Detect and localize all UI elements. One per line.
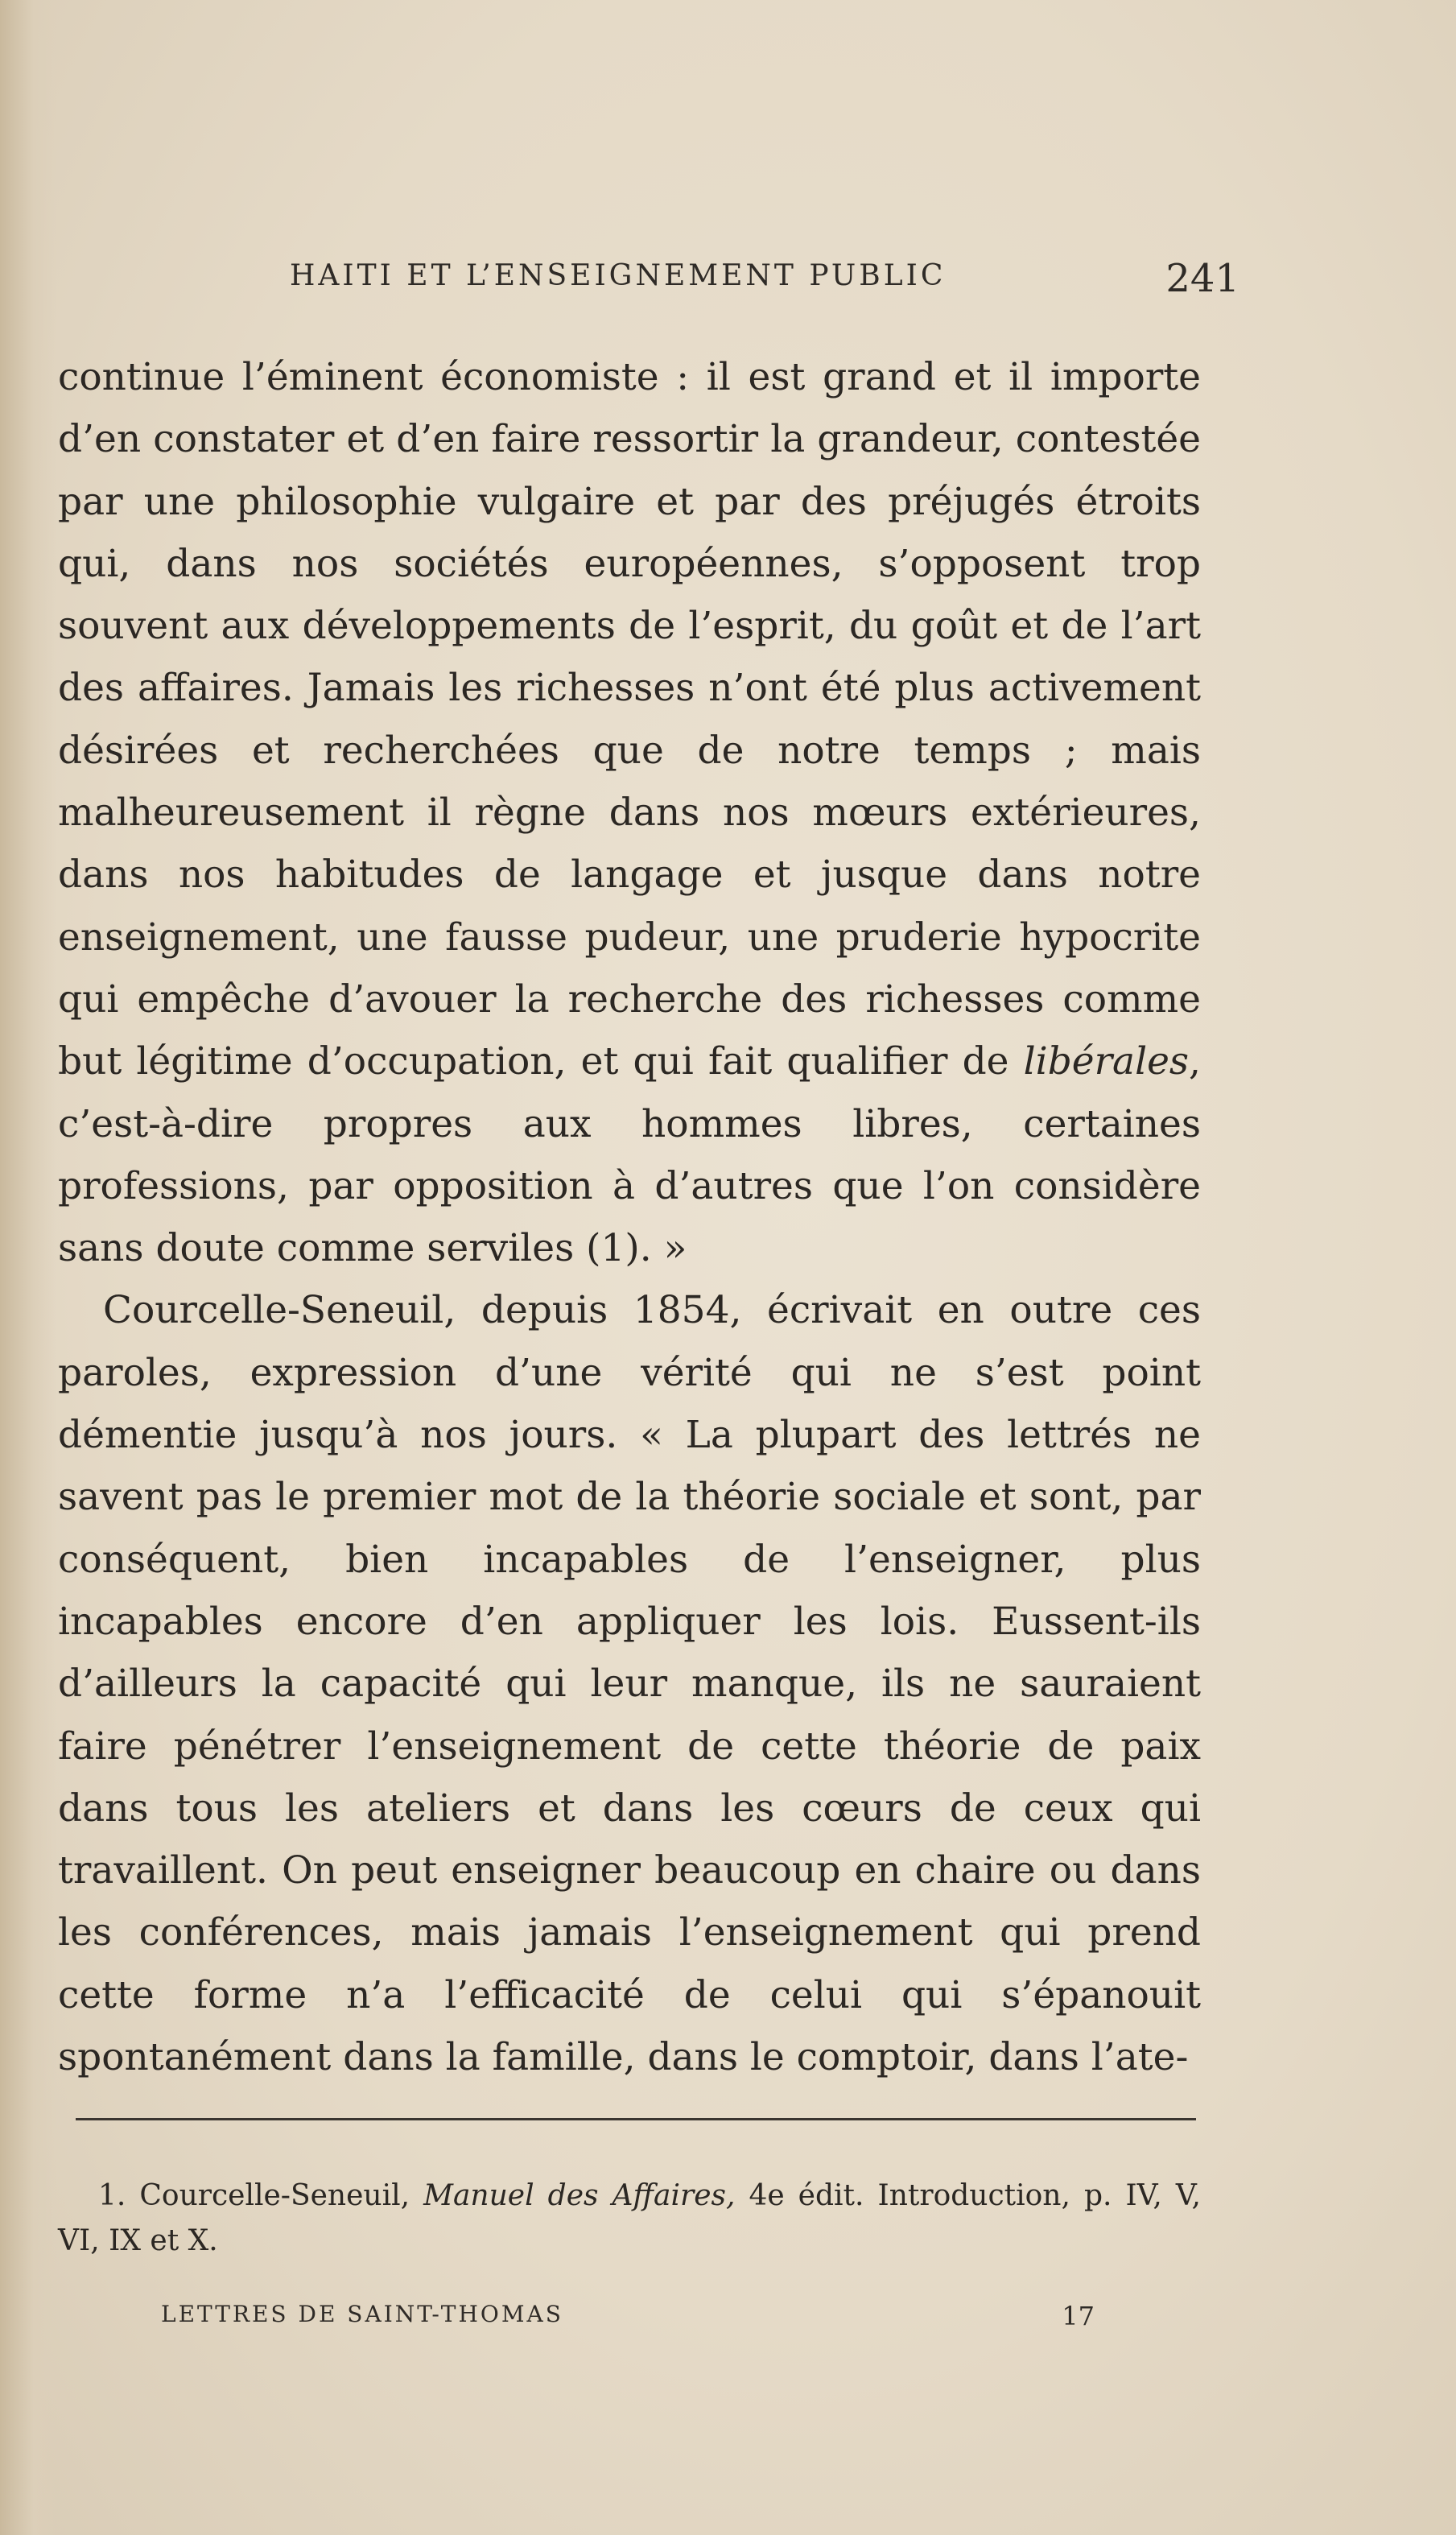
footnote-citation: Courcelle-Seneuil,	[126, 2179, 424, 2212]
paragraph-text: continue l’éminent économiste : il est grand et il importe d’en constater et d’en faire ressortir la grandeur, contestée par une philosophie vulgaire et par des préjugés étroits qui, dans nos sociétés européennes, s’opposent trop souvent aux développements de l’esprit, du goût et de l’art des affaires. Jamais les richesses n’ont été plus activement désirées et recherchées que de notre temps ; mais malheureusement il règne dans nos mœurs extérieures, dans nos habitudes de langage et jusque dans notre enseignement, une fausse pudeur, une pruderie hypocrite qui empêche d’avouer la recherche des richesses comme but légitime d’occupation, et qui fait qualifier de	[58, 355, 1201, 1084]
page-gutter-shadow	[0, 0, 56, 2535]
paragraph-text: Courcelle-Seneuil, depuis 1854, écrivait en outre ces paroles, expression d’une vérité qui ne s’est point démentie jusqu’à nos jours. « La plupart des lettrés ne savent pas le premier mot de la théorie sociale et sont, par conséquent, bien incapables de l’enseigner, plus incapables encore d’en appliquer les lois. Eussent-ils d’ailleurs la capacité qui leur manque, ils ne sauraient faire pénétrer l’enseignement de cette théorie de paix dans tous les ateliers et dans les cœurs de ceux qui travaillent. On peut enseigner beaucoup en chaire ou dans les conférences, mais jamais l’enseignement qui prend cette forme n’a l’efficacité de celui qui s’épanouit spontanément dans la famille, dans le comptoir, dans l’ate-	[58, 1288, 1201, 2080]
paragraph	[58, 346, 1201, 1279]
page-header	[290, 256, 1239, 304]
signature-text: LETTRES DE SAINT-THOMAS	[161, 2301, 563, 2327]
footnote-divider	[76, 2118, 1196, 2120]
paragraph	[58, 1279, 1201, 2088]
footnote	[58, 2174, 1201, 2264]
paragraph-text: , c’est-à-dire propres aux hommes libres, certaines professions, par opposition à d’autres que l’on considère sans doute comme serviles (1). »	[58, 1039, 1201, 1271]
body-text	[58, 346, 1201, 2088]
page-number: 241	[1165, 256, 1239, 301]
footnote-reference: 4e édit. Introduction, p. IV, V, VI, IX et X.	[58, 2179, 1201, 2257]
printer-signature	[161, 2301, 1127, 2333]
footnote-title: Manuel des Affaires,	[423, 2179, 736, 2212]
signature-number: 17	[1062, 2301, 1095, 2331]
italic-term: libérales	[1023, 1039, 1190, 1084]
running-head: HAITI ET L’ENSEIGNEMENT PUBLIC	[290, 259, 947, 292]
footnote-text	[58, 2174, 1201, 2264]
footnote-marker: 1.	[98, 2179, 126, 2212]
